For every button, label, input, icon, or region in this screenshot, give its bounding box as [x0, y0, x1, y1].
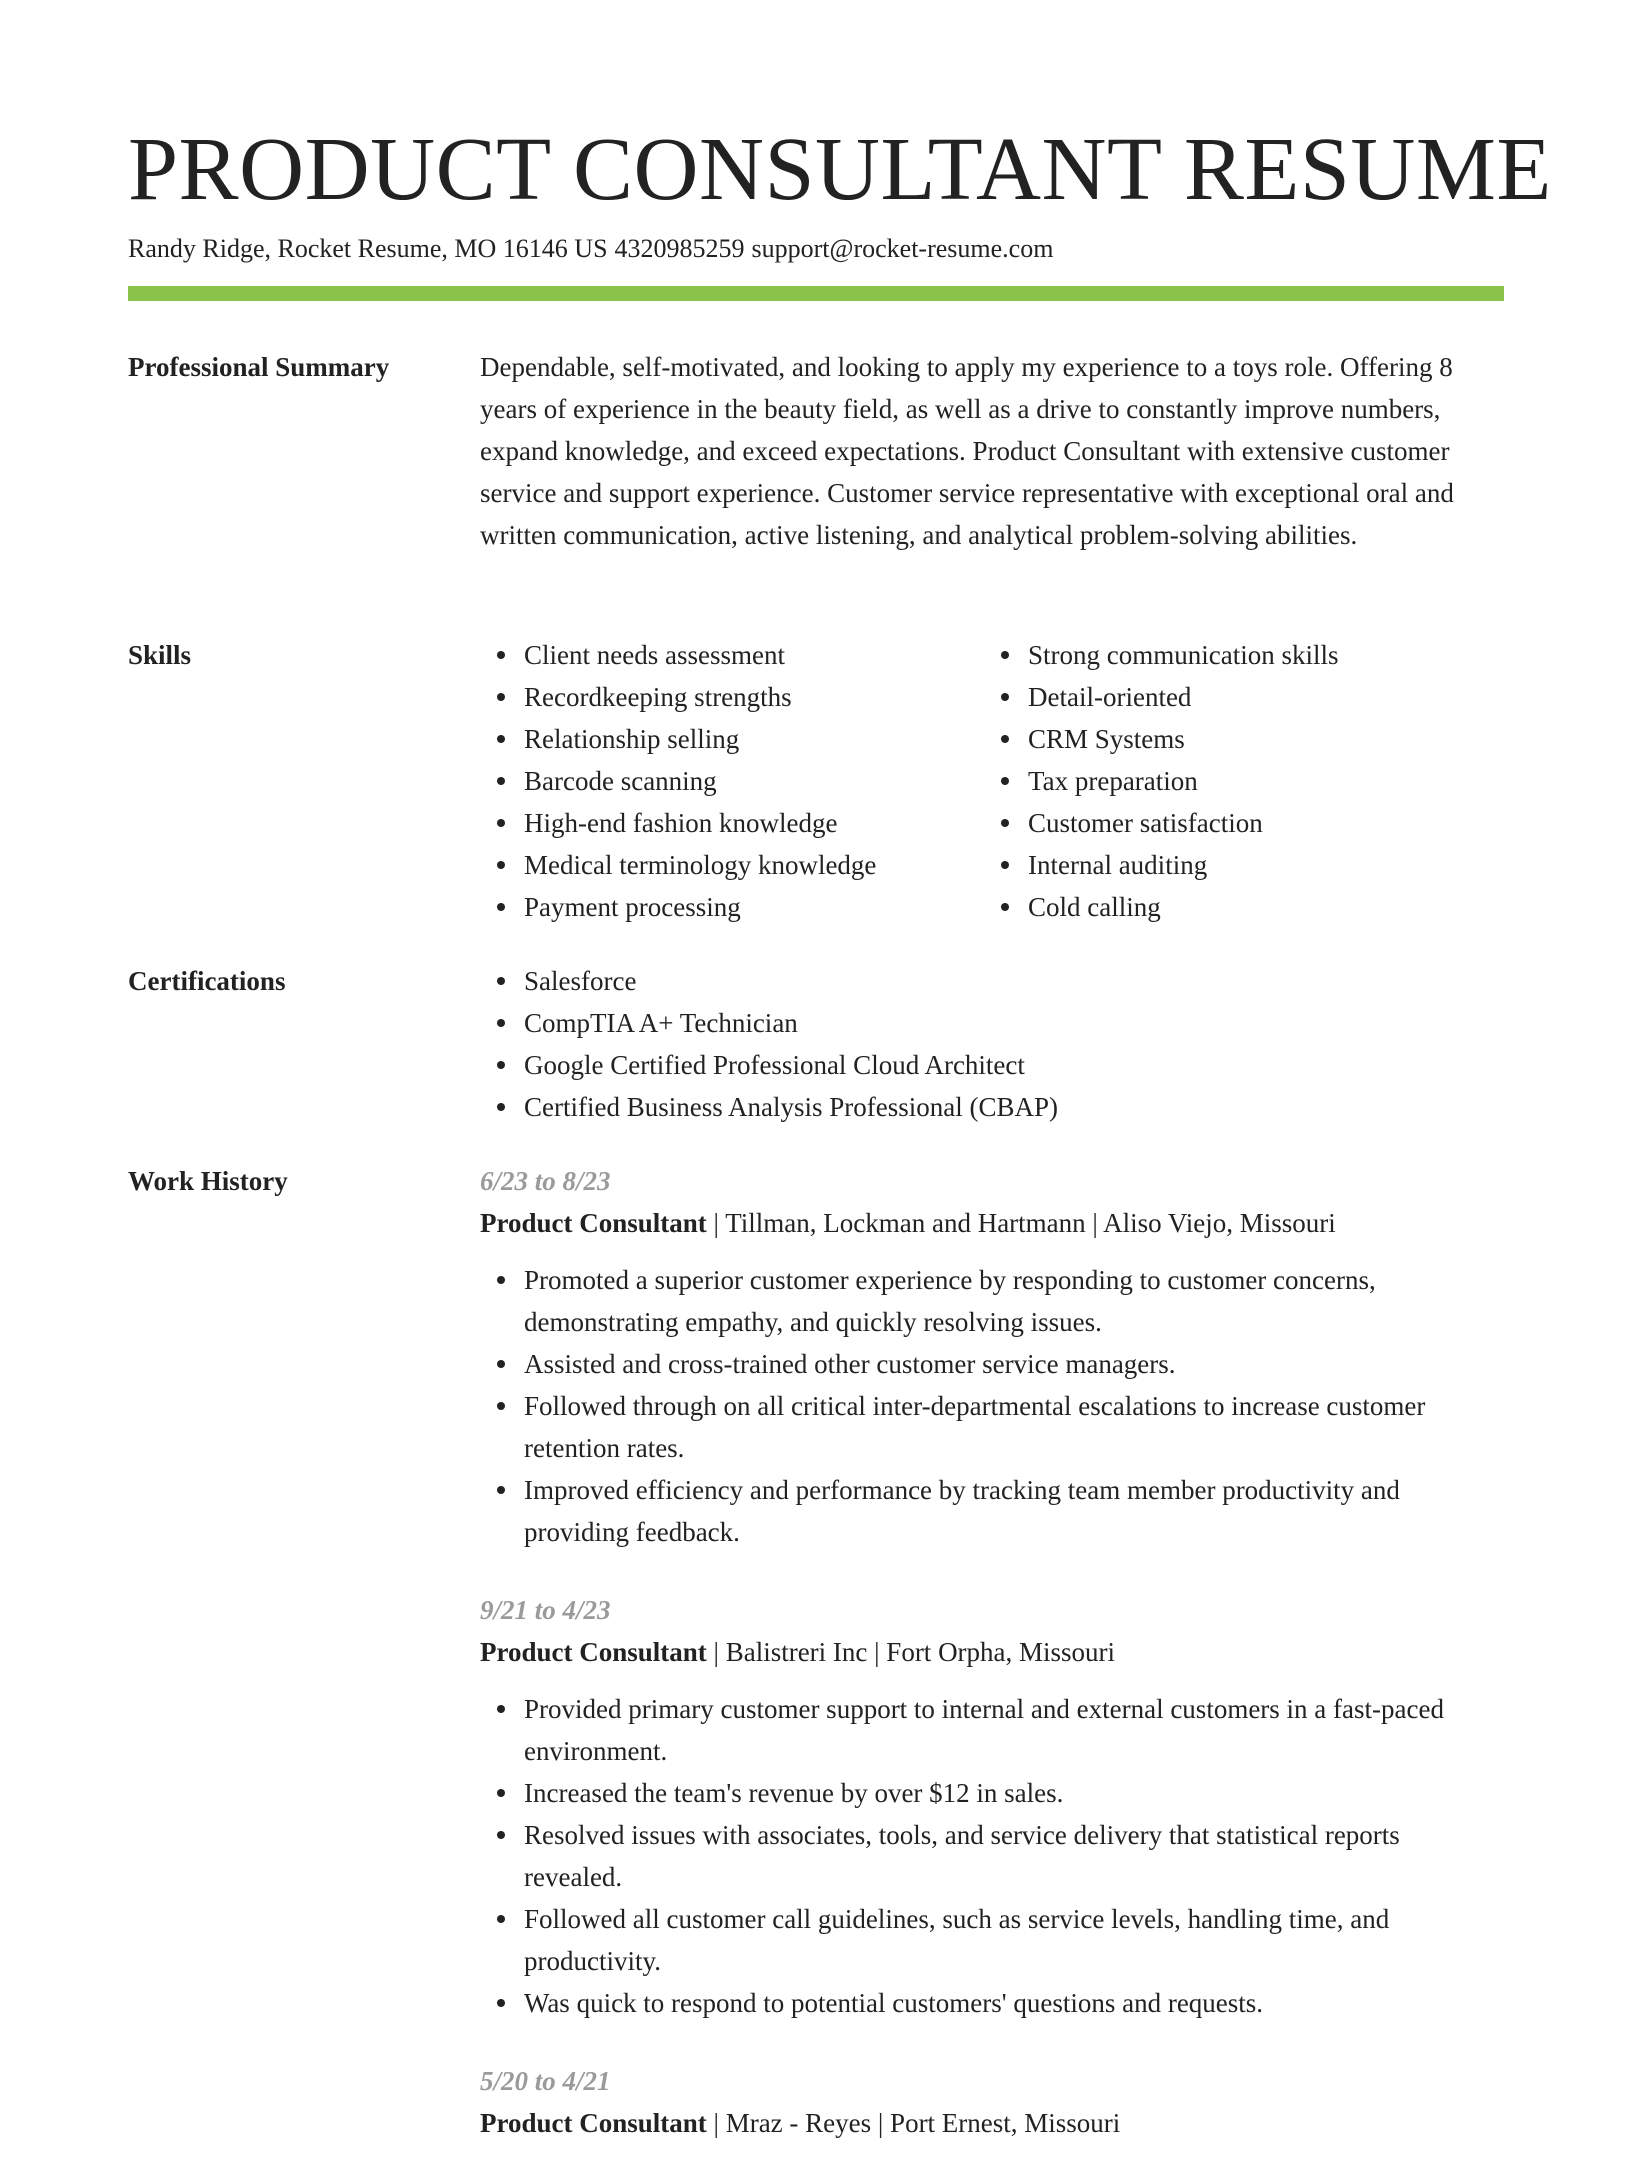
job-title-line	[480, 2102, 1504, 2144]
skills-columns	[480, 634, 1504, 928]
certification-item: Certified Business Analysis Professional (CBAP)	[524, 1086, 1504, 1128]
job-bullet: Followed all customer call guidelines, such as service levels, handling time, and productivity.	[524, 1898, 1504, 1982]
job-bullet: Followed through on all critical inter-departmental escalations to increase customer retention rates.	[524, 1385, 1504, 1469]
job-bullet: Increased the team's revenue by over $12 in sales.	[524, 1772, 1504, 1814]
summary-label: Professional Summary	[128, 352, 390, 382]
job-bullet: Promoted a superior customer experience by responding to customer concerns, demonstrating empathy, and quickly resolving issues.	[524, 1259, 1504, 1343]
skills-column-2	[984, 634, 1504, 928]
job-bullet: Improved efficiency and performance by tracking team member productivity and providing feedback.	[524, 1469, 1504, 1553]
header-divider	[128, 286, 1504, 301]
skill-item: Cold calling	[1028, 886, 1504, 928]
job-bullet: Assisted and cross-trained other customer service managers.	[524, 1343, 1504, 1385]
contact-email: support@rocket-resume.com	[751, 234, 1054, 263]
job-entry	[480, 1160, 1504, 1553]
job-role: Product Consultant	[480, 1637, 707, 1667]
skill-item: Strong communication skills	[1028, 634, 1504, 676]
skill-item: Client needs assessment	[524, 634, 984, 676]
skill-item: Tax preparation	[1028, 760, 1504, 802]
skill-item: Detail-oriented	[1028, 676, 1504, 718]
resume-page	[128, 0, 1552, 2138]
certification-item: Google Certified Professional Cloud Architect	[524, 1044, 1504, 1086]
job-company-location: | Tillman, Lockman and Hartmann | Aliso Viejo, Missouri	[706, 1208, 1336, 1238]
skill-item: High-end fashion knowledge	[524, 802, 984, 844]
contact-line	[128, 232, 1053, 266]
certifications-body	[480, 960, 1504, 1128]
skills-label: Skills	[128, 640, 192, 670]
skill-item: Customer satisfaction	[1028, 802, 1504, 844]
resume-title: PRODUCT CONSULTANT RESUME	[128, 120, 1552, 219]
job-bullet: Provided primary customer support to internal and external customers in a fast-paced environment.	[524, 1688, 1504, 1772]
job-role: Product Consultant	[480, 1208, 707, 1238]
job-dates: 6/23 to 8/23	[480, 1166, 611, 1196]
skill-item: Barcode scanning	[524, 760, 984, 802]
skills-column-1	[480, 634, 984, 928]
job-dates: 9/21 to 4/23	[480, 1595, 611, 1625]
certification-item: Salesforce	[524, 960, 1504, 1002]
job-entry	[480, 1589, 1504, 2024]
job-title-line	[480, 1631, 1504, 1673]
skill-item: Payment processing	[524, 886, 984, 928]
job-bullets	[480, 1259, 1504, 1553]
skill-item: CRM Systems	[1028, 718, 1504, 760]
skill-item: Medical terminology knowledge	[524, 844, 984, 886]
job-role: Product Consultant	[480, 2108, 707, 2138]
work-history-body	[480, 1160, 1504, 2180]
skill-item: Relationship selling	[524, 718, 984, 760]
job-bullet: Was quick to respond to potential customers' questions and requests.	[524, 1982, 1504, 2024]
job-company-location: | Mraz - Reyes | Port Ernest, Missouri	[706, 2108, 1121, 2138]
certification-item: CompTIA A+ Technician	[524, 1002, 1504, 1044]
contact-name-address: Randy Ridge, Rocket Resume, MO 16146 US	[128, 234, 608, 263]
job-company-location: | Balistreri Inc | Fort Orpha, Missouri	[706, 1637, 1116, 1667]
job-dates: 5/20 to 4/21	[480, 2066, 611, 2096]
job-entry	[480, 2060, 1504, 2144]
contact-phone: 4320985259	[614, 234, 745, 263]
certifications-list	[480, 960, 1504, 1128]
summary-text: Dependable, self-motivated, and looking to apply my experience to a toys role. Offering 8 years of experience in the beauty field, as well as a drive to constantly improve numbers, expand knowledge, and exceed expectations. Product Consultant with extensive customer service and support experience. Customer service representative with exceptional oral and written communication, active listening, and analytical problem-solving abilities.	[480, 352, 1454, 550]
job-bullet: Resolved issues with associates, tools, and service delivery that statistical reports revealed.	[524, 1814, 1504, 1898]
job-title-line	[480, 1202, 1504, 1244]
skill-item: Recordkeeping strengths	[524, 676, 984, 718]
skill-item: Internal auditing	[1028, 844, 1504, 886]
certifications-label: Certifications	[128, 966, 286, 996]
work-history-label: Work History	[128, 1166, 288, 1196]
job-bullets	[480, 1688, 1504, 2024]
